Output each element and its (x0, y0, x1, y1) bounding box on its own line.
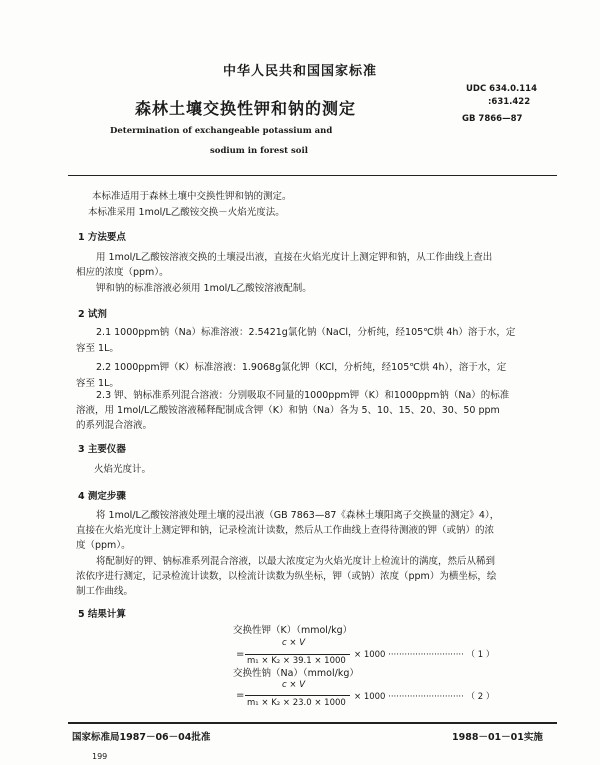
page-title: 森林土壤交换性钾和钠的测定 (135, 99, 357, 118)
s4-para-1b: 直接在火焰光度计上测定钾和钠，记录检流计读数，然后从工作曲线上查得待测液的钾（或钠）的浓 (76, 525, 495, 536)
s2-item-3a: 2.3 钾、钠标准系列混合溶液：分别吸取不同量的1000ppm钾（K）和1000ppm钠（Na）的标准 (96, 390, 510, 401)
s3-para-1: 火焰光度计。 (94, 464, 152, 475)
s2-item-1b: 容至 1L。 (76, 343, 119, 354)
footer-rule (68, 722, 557, 724)
s4-para-1a: 将 1mol/L乙酸铵溶液处理土壤的浸出液（GB 7863—87《森林土壤阳离子交换量的测定》4）， (96, 510, 500, 521)
section-1-heading: 1 方法要点 (78, 232, 126, 243)
standard-category: 中华人民共和国国家标准 (222, 64, 377, 79)
approval-date: 国家标准局1987－06－04批准 (72, 732, 211, 743)
english-title-line-1: Determination of exchangeable potassium and (110, 126, 333, 136)
page-number: 199 (92, 752, 108, 761)
gb-code: GB 7866—87 (462, 114, 523, 124)
formula-2-equals: = (236, 690, 245, 701)
intro-line-1: 本标准适用于森林土壤中交换性钾和钠的测定。 (92, 191, 292, 202)
s2-item-2b: 容至 1L。 (76, 378, 119, 389)
formula-1-numerator: c × V (282, 638, 306, 648)
s2-item-2a: 2.2 1000ppm钾（K）标准溶液：1.9068g氯化钾（KCl，分析纯，经105℃烘 4h），溶于水，定 (96, 362, 507, 373)
section-5-heading: 5 结果计算 (78, 609, 126, 620)
english-title-line-2: sodium in forest soil (210, 146, 308, 156)
formula-2-label: 交换性钠（Na）（mmol/kg） (233, 668, 359, 679)
formula-2-fraction-bar (245, 695, 350, 696)
s1-para-1b: 相应的浓度（ppm）。 (76, 267, 169, 278)
s1-para-1a: 用 1mol/L乙酸铵溶液交换的土壤浸出液，直接在火焰光度计上测定钾和钠，从工作曲线上查出 (96, 252, 493, 263)
formula-1-equals: = (236, 649, 245, 660)
effective-date: 1988－01－01实施 (452, 732, 543, 743)
section-3-heading: 3 主要仪器 (78, 444, 126, 455)
s1-para-2: 钾和钠的标准溶液必须用 1mol/L乙酸铵溶液配制。 (96, 283, 312, 294)
s4-para-1c: 度（ppm）。 (76, 540, 131, 551)
s4-para-2a: 将配制好的钾、钠标准系列混合溶液，以最大浓度定为火焰光度计上检流计的满度，然后从稀到 (96, 556, 496, 567)
formula-2-denominator: m₁ × K₂ × 23.0 × 1000 (247, 698, 346, 708)
formula-1-denominator: m₁ × K₂ × 39.1 × 1000 (247, 656, 346, 666)
s4-para-2c: 制工作曲线。 (76, 586, 134, 597)
formula-1-tail: × 1000 ···························· （ 1 ） (354, 650, 495, 660)
section-4-heading: 4 测定步骤 (78, 491, 126, 502)
udc-code: UDC 634.0.114 (466, 84, 538, 94)
s4-para-2b: 浓依序进行测定，记录检流计读数，以检流计读数为纵坐标，钾（或钠）浓度（ppm）为横坐标，绘 (76, 571, 497, 582)
formula-2-tail: × 1000 ···························· （ 2 ） (354, 692, 495, 702)
formula-1-fraction-bar (245, 654, 350, 655)
s2-item-3c: 的系列混合溶液。 (76, 420, 153, 431)
section-2-heading: 2 试剂 (78, 309, 107, 320)
s2-item-3b: 溶液，用 1mol/L乙酸铵溶液稀释配制成含钾（K）和钠（Na）各为 5、10、15、20、30、50 ppm (76, 405, 500, 416)
s2-item-1a: 2.1 1000ppm钠（Na）标准溶液：2.5421g氯化钠（NaCl，分析纯，经105℃烘 4h）溶于水，定 (96, 327, 516, 338)
formula-2-numerator: c × V (282, 680, 306, 690)
intro-line-2: 本标准采用 1mol/L乙酸铵交换－火焰光度法。 (88, 207, 285, 218)
formula-1-label: 交换性钾（K）（mmol/kg） (233, 625, 353, 636)
header-rule (68, 175, 557, 176)
udc-code-cont: :631.422 (488, 97, 531, 107)
